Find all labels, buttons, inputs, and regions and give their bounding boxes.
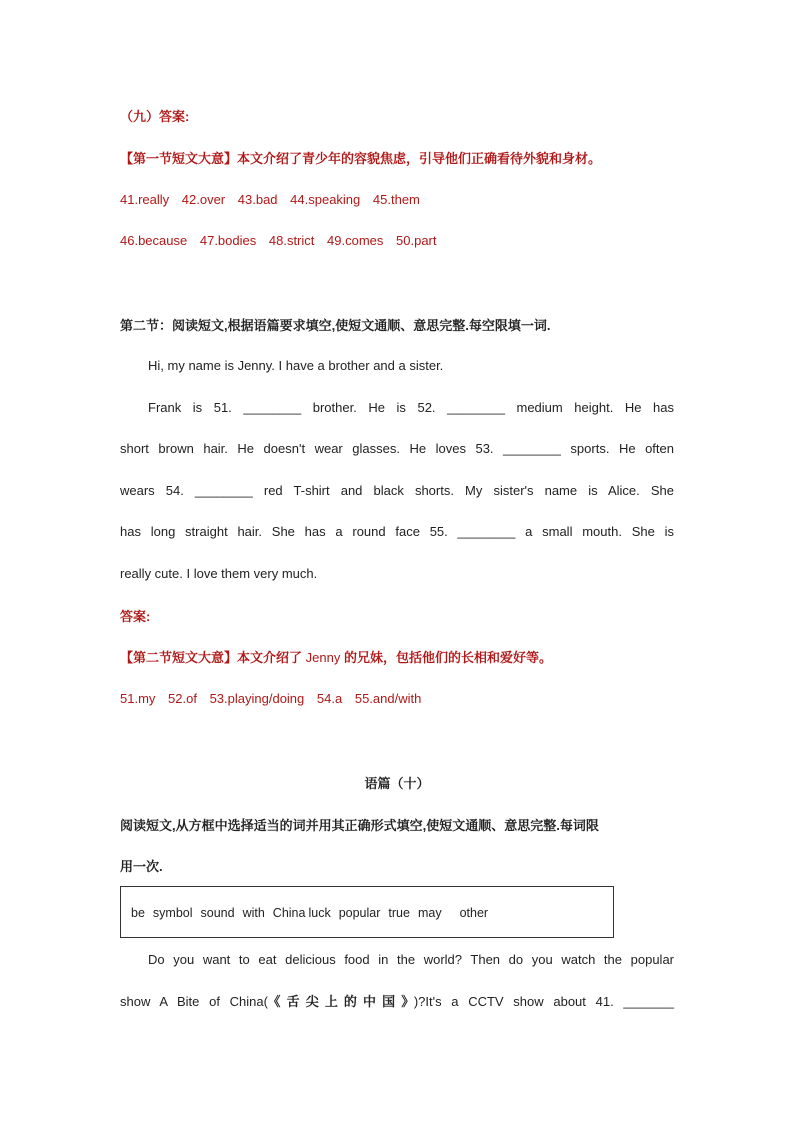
part10-title: 语篇（十） (364, 776, 430, 791)
part9-answers-row2 (120, 232, 674, 250)
part9-heading-text: （九）答案: (120, 109, 190, 124)
answer-item: 51.my (120, 691, 156, 706)
answer-item: 48.strict (268, 233, 315, 248)
section2-answer-label: 答案: (120, 609, 151, 624)
section2-summary-label: 【第二节短文大意】 (120, 650, 238, 665)
answer-item: 53.playing/doing (209, 691, 305, 706)
passage-line: really cute. I love them very much. (120, 566, 318, 581)
answer-item: 49.comes (327, 233, 384, 248)
word-box-item: China (272, 906, 306, 920)
passage-text: )?It's a CCTV show about 41. _______ (413, 994, 674, 1009)
answer-item: 45.them (372, 192, 420, 207)
section2-instruction: 第二节：阅读短文,根据语篇要求填空,使短文通顺、意思完整.每空限填一词. (120, 318, 551, 333)
section2-summary-name: Jenny (305, 650, 341, 665)
word-box-item: other (459, 906, 489, 920)
passage-chinese-title: 《舌尖上的中国》 (267, 994, 414, 1009)
word-box-item: true (388, 906, 410, 920)
answer-item: 41.really (120, 192, 170, 207)
passage-line: wears 54. ________ red T-shirt and black shorts. My sister's name is Alice. She (120, 483, 674, 498)
passage-text: show A Bite of China( (120, 994, 268, 1009)
passage-line: has long straight hair. She has a round face 55. ________ a small mouth. She is (120, 524, 674, 539)
answer-item: 47.bodies (199, 233, 257, 248)
passage-line: Frank is 51. ________ brother. He is 52. ________ medium height. He has (148, 400, 674, 415)
passage-line: short brown hair. He doesn't wear glasses. He loves 53. ________ sports. He often (120, 441, 674, 456)
answer-item: 44.speaking (290, 192, 361, 207)
part9-summary-text: 本文介绍了青少年的容貌焦虑，引导他们正确看待外貌和身材。 (237, 151, 602, 166)
part10-instruction-line2: 用一次. (120, 859, 163, 874)
word-box-item: with (242, 906, 265, 920)
section2-summary-after: 的兄妹，包括他们的长相和爱好等。 (340, 650, 552, 665)
word-box-item: be (131, 906, 145, 920)
part9-summary-label: 【第一节短文大意】 (120, 151, 238, 166)
answer-item: 50.part (396, 233, 437, 248)
word-box-item: may (417, 906, 442, 920)
section2-answers (120, 690, 674, 708)
part9-answers-row1 (120, 191, 674, 209)
part9-summary (120, 150, 674, 168)
answer-item: 42.over (181, 192, 226, 207)
word-box-item: popular (338, 906, 381, 920)
part10-passage-line1: Do you want to eat delicious food in the world? Then do you watch the popular (148, 952, 674, 967)
part10-passage-line2 (120, 993, 674, 1011)
part10-instruction-line1: 阅读短文,从方框中选择适当的词并用其正确形式填空,使短文通顺、意思完整.每词限 (120, 818, 599, 833)
answer-item: 55.and/with (354, 691, 422, 706)
word-box-item: symbol (152, 906, 193, 920)
word-box-item: luck (308, 906, 331, 920)
answer-item: 43.bad (237, 192, 278, 207)
section2-summary (120, 649, 674, 667)
passage-line: Hi, my name is Jenny. I have a brother and a sister. (148, 358, 444, 373)
answer-item: 54.a (316, 691, 343, 706)
section2-summary-before: 本文介绍了 (237, 650, 306, 665)
answer-item: 46.because (120, 233, 188, 248)
answer-item: 52.of (168, 691, 197, 706)
word-box (120, 886, 614, 938)
part9-heading (120, 108, 674, 126)
word-box-item: sound (200, 906, 235, 920)
